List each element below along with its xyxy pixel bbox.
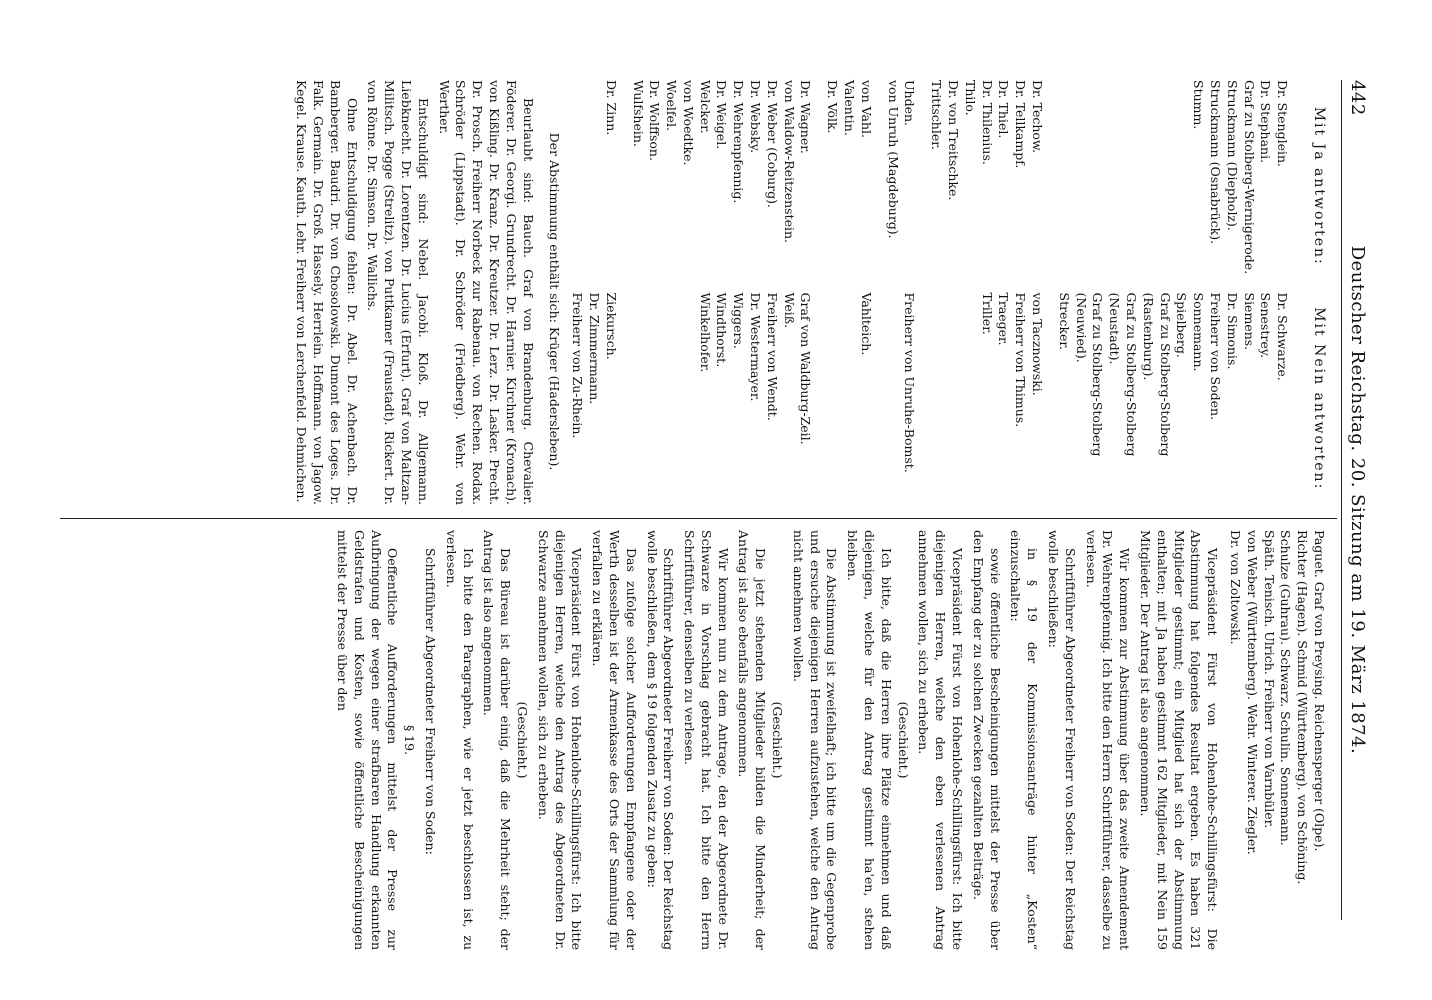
- nein-member-name: Graf zu Stolberg-Stolberg (Rastenburg).: [1140, 292, 1173, 457]
- entschuldigt-paragraph: Entschuldigt sind: Nebel. Jacobi. Kloß. Dr. Allgemann. Liebknecht. Dr. Lorentzen. Dr. Lucius (Erfurt). Graf von Maltzan-Militsch. Pogge (Strelitz). von Puttkamer (Fraustadt). Rickert. Dr. von Rönne. Dr. Simson. Dr. Wallichs.: [365, 80, 431, 505]
- proceedings-paragraph: Vicepräsident Fürst von Hohenlohe-Schillingsfürst: Ich bitte diejenigen Herren, welche den eben verlesenen Antrag annehmen wollen, sich zu erheben.: [916, 530, 966, 950]
- proceedings-paragraph: Ich bitte den Paragraphen, wie er jetzt beschlossen ist, zu verlesen.: [443, 530, 476, 950]
- nein-member-name: Senestrey.: [1258, 292, 1274, 359]
- nein-member-name: Siemens.: [1241, 292, 1257, 351]
- beurlaubt-paragraph: Beurlaubt sind: Bauch. Graf von Brandenburg. Chevalier. Föderer. Dr. Georgi. Grundrecht. Dr. Harnier. Kirchner (Kronach). von Kißling. Dr. Kranz. Dr. Kreutzer. Dr. Lerz. Dr. Lasker. Precht. Dr. Prosch. Freiherr Norbeck zur Rabenau. von Rechen. Rodax. Schröder (Lippstadt). Dr. Schröder (Friedberg). Wehr. von Werther.: [436, 80, 536, 505]
- ja-member-name: Thilo.: [962, 80, 978, 116]
- vote-group: [1055, 80, 1290, 505]
- ja-member-name: Dr. Thiel.: [996, 80, 1012, 139]
- nein-member-name: Triller.: [979, 292, 995, 335]
- nein-member-name: Graf zu Stolberg-Stolberg (Neuwied).: [1073, 292, 1106, 457]
- ja-heading: Mit Ja antworten:: [1311, 106, 1327, 266]
- ja-member-name: Uhden.: [902, 80, 918, 127]
- nein-member-name: Dr. Schwarze.: [1275, 292, 1291, 381]
- ja-member-name: Dr. Wagner.: [798, 80, 814, 154]
- stage-direction: (Geschieht.): [514, 701, 530, 779]
- nein-member-name: Weiß.: [781, 292, 797, 329]
- member-name-line: Richter (Hagen). Schmid (Württemberg). von Schöning.: [1295, 530, 1311, 885]
- ja-member-name: Woelfel.: [664, 80, 680, 131]
- ja-member-name: Graf zu Stolberg-Wernigerode.: [1241, 80, 1257, 275]
- ja-member-name: Dr. Wehrenpfennig.: [731, 80, 747, 204]
- ja-list: [823, 80, 873, 293]
- proceedings-paragraph: Vicepräsident Fürst von Hohenlohe-Schillingsfürst: Die Abstimmung hat folgendes Resultat ergeben. Es haben 321 Mitglieder gestimmt; ein Mitglied hat sich der Abstimmung enthalten; mit Ja haben gestimmt 162 Mitglieder, mit Nein 159 Mitglieder. Der Antrag ist also angenommen.: [1138, 530, 1221, 950]
- nein-member-name: Strecker.: [1056, 292, 1072, 351]
- nein-member-name: Graf zu Stolberg-Stolberg (Neustadt).: [1107, 292, 1140, 457]
- stage-direction: (Geschieht.): [895, 701, 911, 779]
- ja-member-name: von Woedtke.: [680, 80, 696, 166]
- nein-member-name: Freiherr von Zu-Rhein.: [570, 292, 586, 439]
- abstain-line: Der Abstimmung enthält sich: Krüger (Hadersleben).: [547, 132, 563, 471]
- nein-member-name: Freiherr von Wendt.: [764, 292, 780, 421]
- left-column: [288, 80, 1327, 505]
- nein-member-name: Freiherr von Unruhe-Bomst.: [902, 292, 918, 473]
- ja-member-name: Dr. von Treitschke.: [946, 80, 962, 201]
- ja-member-name: Dr. Völk.: [825, 80, 841, 134]
- member-name-line: Späth. Tenisch. Ulrich. Freiherr von Varnbüler.: [1261, 530, 1277, 829]
- ja-member-name: Dr. Stenglein.: [1275, 80, 1291, 168]
- nein-member-name: Spielberg.: [1174, 292, 1190, 358]
- ja-list: [884, 80, 918, 293]
- header-rule: [1341, 80, 1342, 920]
- nein-member-name: Vahlteich.: [858, 292, 874, 356]
- proceedings-paragraph: Ich bitte, daß die Herren ihre Plätze einnehmen und daß diejenigen, welche für den Antrag gestimmt ha'en, stehen bleiben.: [845, 530, 894, 950]
- ja-member-name: Dr. Thilenius.: [979, 80, 995, 165]
- ja-member-name: Dr. Websky.: [748, 80, 764, 154]
- ja-list: [568, 80, 618, 293]
- ja-member-name: Welcker.: [697, 80, 713, 134]
- vote-lists: [568, 80, 1290, 505]
- nein-member-name: Sonnemann.: [1191, 292, 1207, 372]
- ja-member-name: Wulfshein.: [630, 80, 646, 147]
- ja-member-name: Dr. Zinn.: [603, 80, 619, 136]
- proceedings-paragraph: Oeffentliche Aufforderungen mittelst der Presse zur Aufbringung der wegen einer strafbaren Handlung erkannten Geldstrafen und Kosten, sowie öffentliche Bescheinigungen mittelst der Presse über den: [334, 530, 401, 950]
- ja-member-name: Struckmann (Diepholz).: [1224, 80, 1240, 231]
- nein-list: [1055, 293, 1290, 506]
- proceedings-paragraph: Das zufolge solcher Aufforderungen Empfangene oder der Werth desselben ist der Armenkasse des Orts der Sammlung für verfallen zu erklären.: [590, 530, 639, 950]
- nein-member-name: Winkelhofer.: [697, 292, 713, 373]
- ja-member-name: Dr. Stephani.: [1258, 80, 1274, 164]
- vote-group: [568, 80, 618, 505]
- ja-member-name: Dr. Tellkampf.: [1013, 80, 1029, 169]
- member-name-line: Paguet. Graf von Preysing. Reichensperger (Olpe).: [1312, 530, 1327, 852]
- ja-member-name: Valentin.: [842, 80, 858, 136]
- nein-member-name: Dr. Westermayer.: [748, 292, 764, 402]
- vote-group: [823, 80, 873, 505]
- proceedings-paragraph: Wir kommen nun zu dem Antrage, den der Abgeordnete Dr. Schwarze in Vorschlag gebracht hat. Ich bitte den Herrn Schriftführer, denselben zu verlesen.: [682, 530, 731, 950]
- proceedings-text: [333, 530, 1220, 950]
- remaining-names: [1226, 530, 1327, 950]
- ja-member-name: Dr. Wolffson.: [647, 80, 663, 161]
- proceedings-paragraph: Schriftführer Abgeordneter Freiherr von Soden: Der Reichstag wolle beschließen:: [1046, 530, 1078, 950]
- member-name-line: von Weber (Württemberg). Wehr. Winterer. Ziegler.: [1244, 530, 1260, 855]
- proceedings-paragraph: Wir kommen zur Abstimmung über das zweite Amendement Dr. Wehrenpfennig. Ich bitte den Herrn Schriftführer, dasselbe zu verlesen.: [1083, 530, 1133, 950]
- stage-direction: § 19.: [402, 724, 418, 756]
- proceedings-paragraph: in § 19 der Kommissionsanträge hinter „Kosten“ einzuschalten:: [1008, 530, 1041, 950]
- ja-list: [629, 80, 814, 293]
- page-header: [1342, 80, 1372, 920]
- vote-headings: [1300, 80, 1327, 505]
- proceedings-paragraph: Schriftführer Abgeordneter Freiherr von Soden: Der Reichstag wolle beschließen, dem § 19 folgenden Zusatz zu geben:: [644, 530, 677, 950]
- nein-list: [927, 293, 1045, 506]
- nein-member-name: Freiherr von Soden.: [1208, 292, 1224, 421]
- proceedings-paragraph: Schriftführer Abgeordneter Freiherr von Soden:: [422, 548, 438, 855]
- ja-member-name: Dr. Techow.: [1030, 80, 1046, 154]
- proceedings-paragraph: Vicepräsident Fürst von Hohenlohe-Schillingsfürst: Ich bitte diejenigen Herren, welche den Antrag des Abgeordneten Dr. Schwarze annehmen wollen, sich zu erheben.: [535, 530, 585, 950]
- nein-member-name: Windthorst.: [714, 292, 730, 368]
- page-title: Deutscher Reichstag. 20. Sitzung am 19. März 1874.: [1347, 245, 1368, 755]
- nein-member-name: Ziekursch.: [603, 292, 619, 360]
- ja-member-name: Trittschler.: [929, 80, 945, 150]
- right-column: [329, 530, 1327, 950]
- member-name-line: Dr. von Zoltowski.: [1228, 530, 1244, 645]
- ja-member-name: Stumm.: [1191, 80, 1207, 130]
- member-name-line: Schulze (Guhrau). Schwarz. Schulin. Sonnemann.: [1278, 530, 1294, 846]
- stage-direction: (Geschieht.): [770, 701, 786, 779]
- vote-group: [927, 80, 1045, 505]
- nein-list: [884, 293, 918, 506]
- ja-member-name: Dr. Weigel.: [714, 80, 730, 150]
- ja-member-name: Struckmann (Osnabrück).: [1208, 80, 1224, 245]
- proceedings-paragraph: Die jetzt stehenden Mitglieder bilden die Minderheit; der Antrag ist also ebenfalls angenommen.: [736, 530, 769, 950]
- ja-member-name: von Unruh (Magdeburg).: [885, 80, 901, 239]
- vote-group: [884, 80, 918, 505]
- nein-member-name: Wiggers.: [731, 292, 747, 349]
- page-number: 442: [1347, 80, 1368, 116]
- nein-member-name: Traeger.: [996, 292, 1012, 346]
- nein-list: [568, 293, 618, 506]
- nein-member-name: Dr. Zimmermann.: [586, 292, 602, 405]
- ohne-entschuldigung-paragraph: Ohne Entschuldigung fehlen: Dr. Abel. Dr. Achenbach. Dr. Bamberger. Baudri. Dr. von Chosolowski. Dumont des Loges. Dr. Falk. Germain. Dr. Groß. Hassely. Herrlein. Hoffmann. von Jagow. Kegel. Krause. Kauth. Lehr. Freiherr von Lerchenfeld. Dehmichen.: [294, 80, 360, 505]
- proceedings-paragraph: Die Abstimmung ist zweifelhaft; ich bitte um die Gegenprobe und ersuche diejenigen Herren aufzustehen, welche den Antrag nicht annehmen wollen.: [790, 530, 840, 950]
- column-divider: [60, 518, 1337, 519]
- ja-member-name: Dr. Weber (Coburg).: [764, 80, 780, 208]
- ja-member-name: von Vahl.: [858, 80, 874, 138]
- proceedings-paragraph: sowie öffentliche Bescheinigungen mittelst der Presse über den Empfang der zu solchen Zwecken gezahlten Beiträge.: [970, 530, 1003, 950]
- nein-member-name: Dr. Simonis.: [1224, 292, 1240, 370]
- nein-list: [629, 293, 814, 506]
- nein-member-name: von Tacznowski.: [1030, 292, 1046, 396]
- ja-list: [927, 80, 1045, 293]
- ja-member-name: von Waldow-Reitzenstein.: [781, 80, 797, 243]
- nein-heading: Mit Nein antworten:: [1311, 307, 1327, 491]
- proceedings-paragraph: Das Büreau ist darüber einig, daß die Mehrheit steht; der Antrag ist also angenommen.: [481, 530, 514, 950]
- nein-list: [823, 293, 873, 506]
- nein-member-name: Graf von Waldburg-Zeil.: [798, 292, 814, 445]
- nein-member-name: Freiherr von Thimus.: [1013, 292, 1029, 428]
- vote-group: [629, 80, 814, 505]
- ja-list: [1055, 80, 1290, 293]
